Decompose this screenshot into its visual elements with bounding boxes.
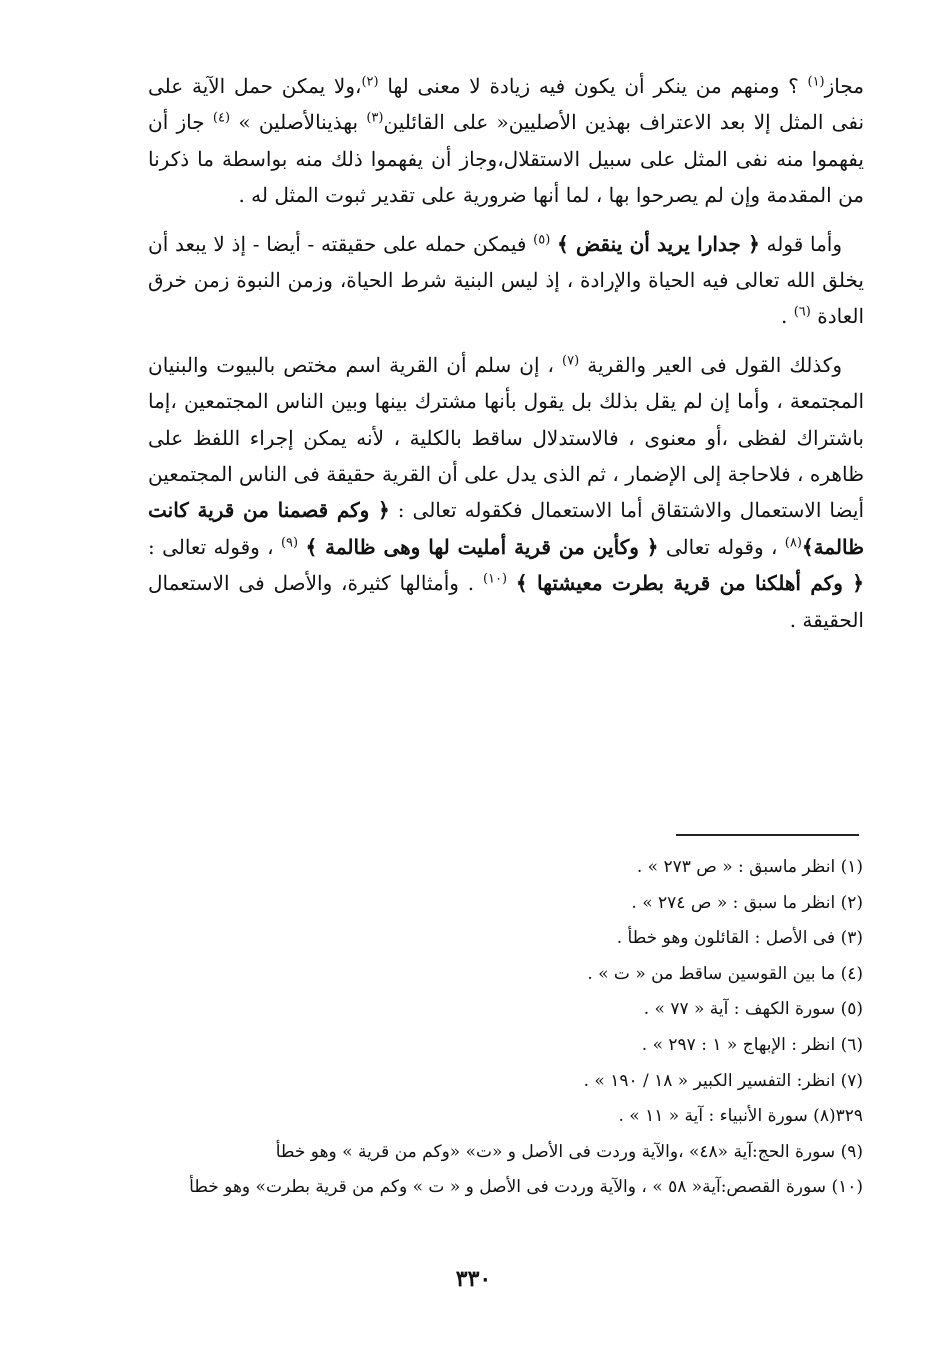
quran-quote: ﴿ وكم أهلكنا من قرية بطرت معيشتها ﴾: [515, 571, 865, 596]
footnote-10: (١٠) سورة القصص:آية« ٥٨ » ، والآية وردت فى الأصل و « ت » وكم من قرية بطرت» وهو خطأ: [189, 1177, 863, 1198]
footnote-3: (٣) فى الأصل : القائلون وهو خطأ .: [616, 928, 863, 949]
quran-quote: ﴿ جدارا يريد أن ينقض ﴾: [557, 231, 760, 256]
quran-quote: ﴿ وكم قصمنا من قرية كانت ظالمة﴾: [148, 498, 865, 559]
footnote-ref: (٨): [784, 535, 802, 551]
footnote-ref: (١): [807, 74, 825, 90]
text-segment: بهذينالأصلين »: [230, 110, 367, 135]
text-segment: فيمكن حمله على حقيقته - أيضا - إذ لا يبعد أن يخلق الله تعالى فيه الحياة والإرادة ، إذ ليس البنية شرط الحياة، وزمن النبوة زمن خرق العادة: [148, 231, 864, 329]
footnote-8: ٣٢٩(٨) سورة الأنبياء : آية « ١١ » .: [618, 1106, 863, 1127]
footnote-2: (٢) انظر ما سبق : « ص ٢٧٤ » .: [631, 892, 863, 913]
footnote-ref: (٢): [361, 74, 379, 90]
text-segment: ،ولا يمكن حمل الآية على نفى المثل إلا بعد الاعتراف بهذين الأصليين« على القائلين: [148, 74, 865, 135]
text-segment: ، إن سلم أن القرية اسم مختص بالبيوت والبنيان المجتمعة ، وأما إن لم يقل بذلك بل يقول بأنها مشترك بينها وبين الناس المجتمعين ،إما باشتراك لفظى ،أو معنوى ، فالاستدلال ساقط بالكلية ، لأنه يمكن إجراء اللفظ على ظاهره ، فلاحاجة إلى الإضمار ، ثم الذى يدل على أن القرية حقيقة فى الناس المجتمعين أيضا الاستعمال والاشتقاق أما الاستعمال فكقوله تعالى :: [148, 352, 864, 523]
footnote-5: (٥) سورة الكهف : آية « ٧٧ » .: [643, 999, 863, 1020]
footnote-separator: [676, 834, 859, 836]
paragraph-3: [148, 347, 864, 638]
page-number: ٣٣٠: [455, 1266, 492, 1292]
footnote-6: (٦) انظر : الإبهاج « ١ : ٢٩٧ » .: [641, 1034, 863, 1055]
footnote-1: (١) انظر ماسبق : « ص ٢٧٣ » .: [636, 857, 863, 877]
text-segment: ؟ ومنهم من ينكر أن يكون فيه زيادة لا معنى لها: [378, 74, 808, 98]
quran-quote: ﴿ وكأين من قرية أمليت لها وهى ظالمة ﴾: [305, 534, 659, 559]
text-segment: جاز أن يفهموا منه نفى المثل على سبيل الاستقلال،وجاز أن يفهموا ذلك منه بواسطة ما ذكرنا من المقدمة وإن لم يصرحوا بها ، لما أنها ضرورية على تقدير ثبوت المثل له .: [148, 110, 864, 208]
text-segment: وأما قوله: [759, 231, 843, 256]
text-segment: مجاز: [824, 74, 864, 98]
paragraph-1: [148, 68, 864, 214]
text-segment: ، وقوله تعالى: [658, 534, 785, 559]
footnote-ref: (٣): [366, 110, 384, 126]
footnote-ref: (٩): [280, 535, 299, 551]
footnote-4: (٤) ما بين القوسين ساقط من « ت » .: [587, 963, 863, 984]
footnotes: [158, 850, 863, 1206]
text-segment: ، وقوله تعالى :: [148, 534, 281, 559]
footnote-9: (٩) سورة الحج:آية «٤٨» ،والآية وردت فى الأصل و «ت» «وكم من قرية » وهو خطأ: [275, 1141, 863, 1162]
text-segment: وكذلك القول فى العير والقرية: [579, 352, 842, 377]
main-text: [148, 68, 864, 638]
footnote-ref: (٦): [793, 304, 811, 320]
text-segment: . وأمثالها كثيرة، والأصل فى الاستعمال الحقيقة .: [148, 571, 864, 632]
footnote-ref: (١٠): [482, 571, 508, 587]
text-segment: .: [781, 304, 794, 329]
footnote-7: (٧) انظر: التفسير الكبير « ١٨ / ١٩٠ » .: [583, 1070, 863, 1091]
paragraph-2: [148, 226, 864, 335]
footnote-ref: (٧): [562, 353, 580, 369]
footnote-ref: (٥): [533, 231, 551, 247]
footnote-ref: (٤): [212, 110, 231, 126]
